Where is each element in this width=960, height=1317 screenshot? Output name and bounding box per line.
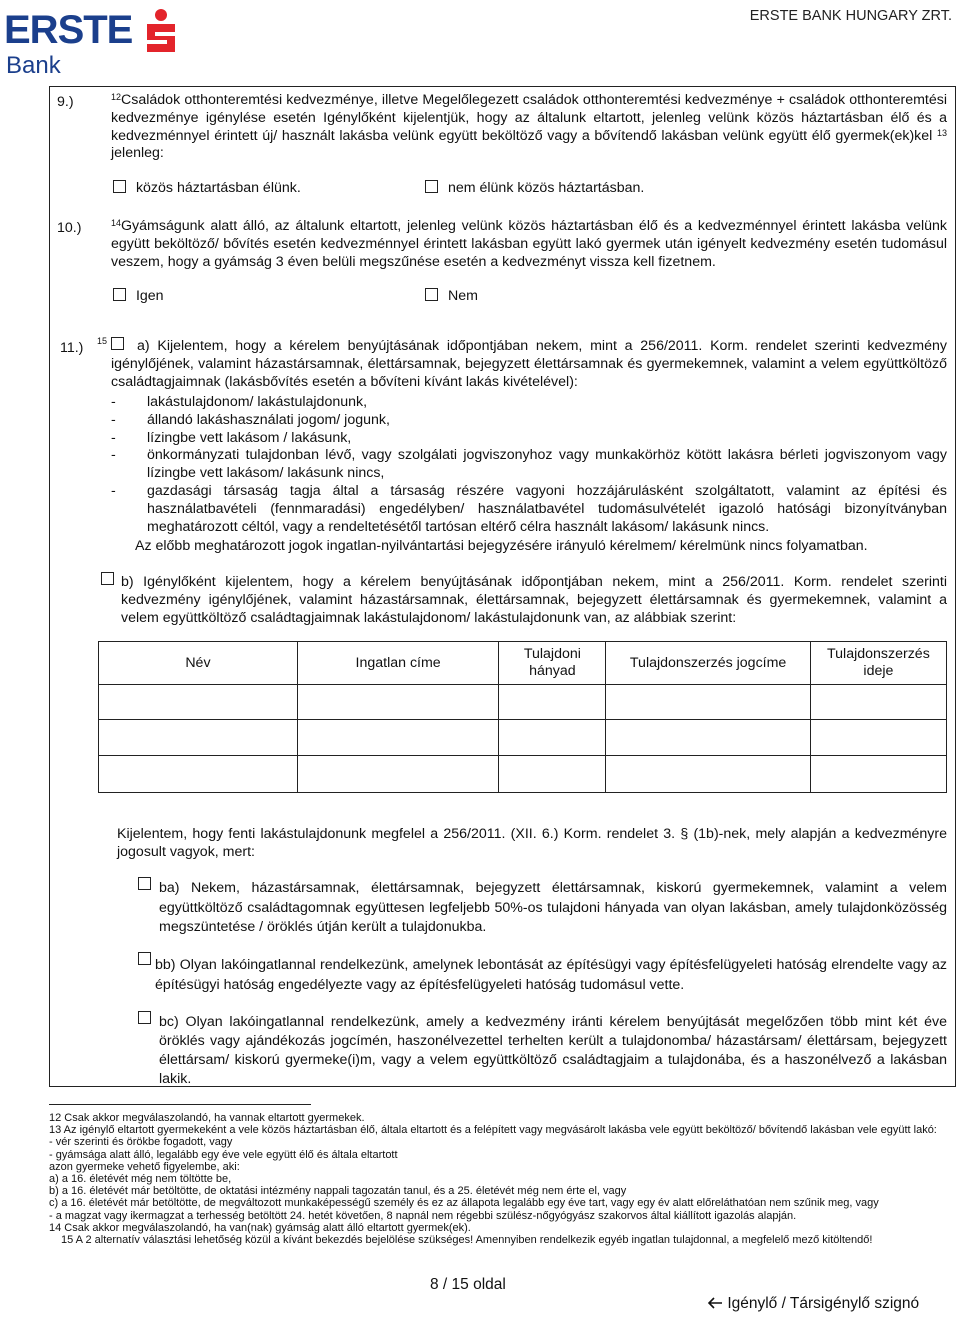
table-cell[interactable] [297, 756, 499, 793]
section-11-b-text: b) Igénylőként kijelentem, hogy a kérelem benyújtásának időpontjában nekem, mint a 256/2011. Korm. rendelet szerinti kedvezmény igénylőjének, valamint házastársamnak, élettársamnak, bejegyzett élettársamnak és gyermekemnek, valamint a velem együttköltöző családtagjaimnak lakástulajdonom/ lakástulajdonunk van, az alábbiak szerint: [121, 574, 947, 626]
footnote-line: - vér szerinti és örökbe fogadott, vagy [49, 1136, 233, 1149]
section-10-body: Gyámságunk alatt álló, az általunk eltartott, jelenleg velünk közös háztartásban élő és a kedvezménnyel érintett lakásba velünk együtt beköltöző/ bővítés esetén kedvezménnyel érintett lakásban együtt lakó gyermek után igényelt kedvezmény esetén tudomásul veszem, hogy a gyámság 3 éven belüli megszűnése esetén a kedvezményt vissza kell fizetnem. [111, 218, 947, 270]
logo-text: ERSTE [4, 8, 133, 52]
footnote-ref-14: 14 [111, 218, 122, 228]
option-bb-checkbox[interactable] [138, 951, 151, 969]
footnote-13: 13 Az igénylő eltartott gyermekeként a vele közös háztartásban élő, általa eltartott és a felépített vagy megvásárolt lakásba vele együtt beköltöző/ bővítendő lakásban vele együtt lakó: [49, 1124, 937, 1137]
table-cell[interactable] [606, 756, 810, 793]
option-nem-kozos-haztartas[interactable] [425, 180, 644, 198]
table-cell[interactable] [297, 685, 499, 720]
option-nem[interactable] [425, 288, 478, 306]
erste-logo [4, 4, 184, 78]
checkbox[interactable] [425, 180, 438, 193]
option-b-checkbox[interactable] [101, 571, 114, 589]
checkbox[interactable] [138, 877, 151, 890]
option-bb-text: bb) Olyan lakóingatlannal rendelkezünk, amelynek lebontását az építésügyi vagy építésfelügyeleti hatóság elrendelte vagy az építésügyi hatóság engedélyezte vagy az építésfelügyeleti hatóság tudomásul vette. [155, 957, 947, 993]
table-header-row [99, 642, 947, 685]
option-label: nem élünk közös háztartásban. [447, 180, 645, 196]
table-cell[interactable] [499, 756, 606, 793]
footnote-line: c) a 16. életévét már betöltötte, de megváltozott munkaképességű személy és ez az állapota legalább egy éve tart, vagy egy év alatt előreláthatóan nem szűnik meg, vagy [49, 1197, 879, 1210]
col-header-tulajdonszerzes-ideje: Tulajdonszerzés ideje [810, 642, 946, 685]
checkbox[interactable] [138, 952, 151, 965]
option-label: közös háztartásban élünk. [135, 180, 301, 196]
table-cell[interactable] [499, 685, 606, 720]
list-item: - lakástulajdonom/ lakástulajdonunk, [111, 394, 368, 410]
col-header-nev: Név [99, 642, 298, 685]
footnote-line: a) a 16. életévét még nem töltötte be, [49, 1173, 232, 1186]
option-label: Igen [135, 288, 164, 304]
section-9-number: 9.) [57, 94, 74, 110]
section-10-text [111, 218, 947, 271]
table-cell[interactable] [99, 720, 298, 756]
checkbox[interactable] [425, 288, 438, 301]
col-header-tulajdonszerzes-jogcime: Tulajdonszerzés jogcíme [606, 642, 810, 685]
footnote-ref-12: 12 [111, 92, 122, 102]
table-row [99, 756, 947, 793]
col-header-ingatlan-cime: Ingatlan címe [297, 642, 499, 685]
footnotes [49, 1112, 949, 1246]
section-11-number: 11.) [60, 340, 84, 356]
table-cell[interactable] [99, 756, 298, 793]
signature-label [707, 1295, 919, 1314]
checkbox[interactable] [101, 572, 114, 585]
signature-text: Igénylő / Társigénylő szignó [727, 1295, 920, 1312]
checkbox[interactable] [138, 1011, 151, 1024]
arrow-left-icon [707, 1296, 723, 1314]
footnote-ref-15: 15 [97, 336, 108, 346]
logo-bank-text: Bank [6, 52, 61, 79]
table-row [99, 685, 947, 720]
option-ba-text: ba) Nekem, házastársamnak, élettársamnak, bejegyzett élettársamnak, kiskorú gyermekemnek, valamint a velem együttköltöző családtagomnak együttesen legfeljebb 50%-os tulajdoni hányada van olyan lakásban, amely tulajdonközösség megszüntetése / öröklés útján került a tulajdonukba. [159, 880, 947, 935]
option-bc-text: bc) Olyan lakóingatlannal rendelkezünk, amely a kedvezmény iránti kérelem benyújtását megelőzően több mint két éve öröklés vagy ajándékozás jogcímén, haszonélvezettel terhelten került a tulajdonomba/ házastársam/ élettársam, bejegyzett élettársam/ kiskorú gyermeke(i)m, vagy a velem együttköltöző családtagjaim a tulajdonába, és a haszonélvező a lakásban lakik. [159, 1014, 947, 1087]
footnote-14: 14 Csak akkor megválaszolandó, ha van(nak) gyámság alatt álló eltartott gyermek(ek). [49, 1221, 471, 1234]
footnote-line: - a magzat vagy ikermagzat a terhesség betöltött 24. hetét követően, 8 napnál nem régebbi szülész-nőgyógyász szakorvos által kiállított igazolás alapján. [49, 1209, 797, 1222]
list-item: - állandó lakáshasználati jogom/ jogunk, [111, 411, 390, 428]
section-10-number: 10.) [57, 220, 82, 236]
option-kozos-haztartas[interactable] [113, 180, 301, 198]
footnote-line: - gyámsága alatt álló, legalább egy éve vele együtt élő és általa eltartott [49, 1148, 398, 1161]
page-number: 8 / 15 oldal [430, 1276, 506, 1293]
table-cell[interactable] [297, 720, 499, 756]
checkbox[interactable] [113, 180, 126, 193]
list-item: - gazdasági társaság tagja által a társaság részére vagyoni hozzájárulásként szolgáltatott, valamint az építési és használatbavételi (fennmaradási) engedélyben/ használatbavétel tudomásulvételét igazoló hatósági bizonyítványban meghatározott céltól, vagy a rendeltetésétől tartósan eltérő célra használt lakásom/ lakásunk nincs. [111, 482, 947, 535]
section-11-a-note: Az előbb meghatározott jogok ingatlan-nyilvántartási bejegyzésére irányuló kérelmem/ kérelmünk nincs folyamatban. [135, 538, 868, 554]
footnote-12: 12 Csak akkor megválaszolandó, ha vannak eltartott gyermekek. [49, 1112, 365, 1124]
section-9-text [111, 92, 947, 163]
col-header-tulajdoni-hanyad: Tulajdoni hányad [499, 642, 606, 685]
logo-s-mark-icon [144, 8, 178, 54]
list-item: - önkormányzati tulajdonban lévő, vagy szolgálati jogviszonyhoz vagy munkakörhöz kötött lakásra bérleti jogviszonyom vagy lízingbe vett lakásom/ lakásunk nincs, [111, 447, 947, 482]
table-cell[interactable] [606, 720, 810, 756]
table-row [99, 720, 947, 756]
option-ba-checkbox[interactable] [138, 876, 151, 894]
section-9-end: jelenleg: [111, 145, 164, 162]
option-igen[interactable] [113, 288, 164, 306]
option-bc-checkbox[interactable] [138, 1010, 151, 1028]
table-cell[interactable] [810, 756, 946, 793]
table-cell[interactable] [810, 685, 946, 720]
footnote-line: b) a 16. életévét már betöltötte, de oktatási intézmény nappali tagozatán tanul, és a 25. életévét még nem érte el, vagy [49, 1185, 627, 1198]
option-label: Nem [447, 288, 478, 304]
company-name: ERSTE BANK HUNGARY ZRT. [749, 8, 952, 24]
footnote-15: 15 A 2 alternatív választási lehetőség közül a kívánt bekezdés bejelölése szükséges! Amennyiben rendelkezik egyéb ingatlan tulajdonnal, a megfelelő mező kitöltendő! [61, 1234, 873, 1247]
section-11-a-list [111, 394, 947, 536]
footnote-ref-13: 13 [936, 127, 947, 138]
declaration-text: Kijelentem, hogy fenti lakástulajdonunk megfelel a 256/2011. (XII. 6.) Korm. rendelet 3. § (1b)-nek, mely alapján a kedvezményre jogosult vagyok, mert: [117, 826, 947, 860]
ownership-table [98, 641, 947, 793]
section-9-body: Családok otthonteremtési kedvezménye, illetve Megelőlegezett családok otthonteremtési kedvezménye + családok otthonteremtési kedvezménye igénylése esetén Igénylőként kijelentjük, hogy az általunk eltartott, jelenleg velünk közös háztartásban élő és a kedvezménnyel érintett új/ használt lakásba velünk együtt beköltöző vagy a bővítendő lakásban velünk együtt élő gyermek(ek)kel [111, 92, 947, 144]
table-cell[interactable] [499, 720, 606, 756]
footnote-separator [49, 1104, 311, 1105]
table-cell[interactable] [99, 685, 298, 720]
footnote-line: azon gyermeke vehető figyelembe, aki: [49, 1160, 240, 1173]
list-item: - lízingbe vett lakásom / lakásunk, [111, 429, 352, 446]
table-cell[interactable] [606, 685, 810, 720]
section-11-a-text: a) Kijelentem, hogy a kérelem benyújtásának időpontjában nekem, mint a 256/2011. Korm. rendelet szerinti kedvezmény igénylőjének, valamint házastársamnak, élettársamnak, bejegyzett élettársamnak és gyermekemnek, valamint a velem együttköltöző családtagjaimnak (lakásbővítés esetén a bővíteni kívánt lakás kivételével): [111, 338, 947, 390]
checkbox[interactable] [113, 288, 126, 301]
table-cell[interactable] [810, 720, 946, 756]
